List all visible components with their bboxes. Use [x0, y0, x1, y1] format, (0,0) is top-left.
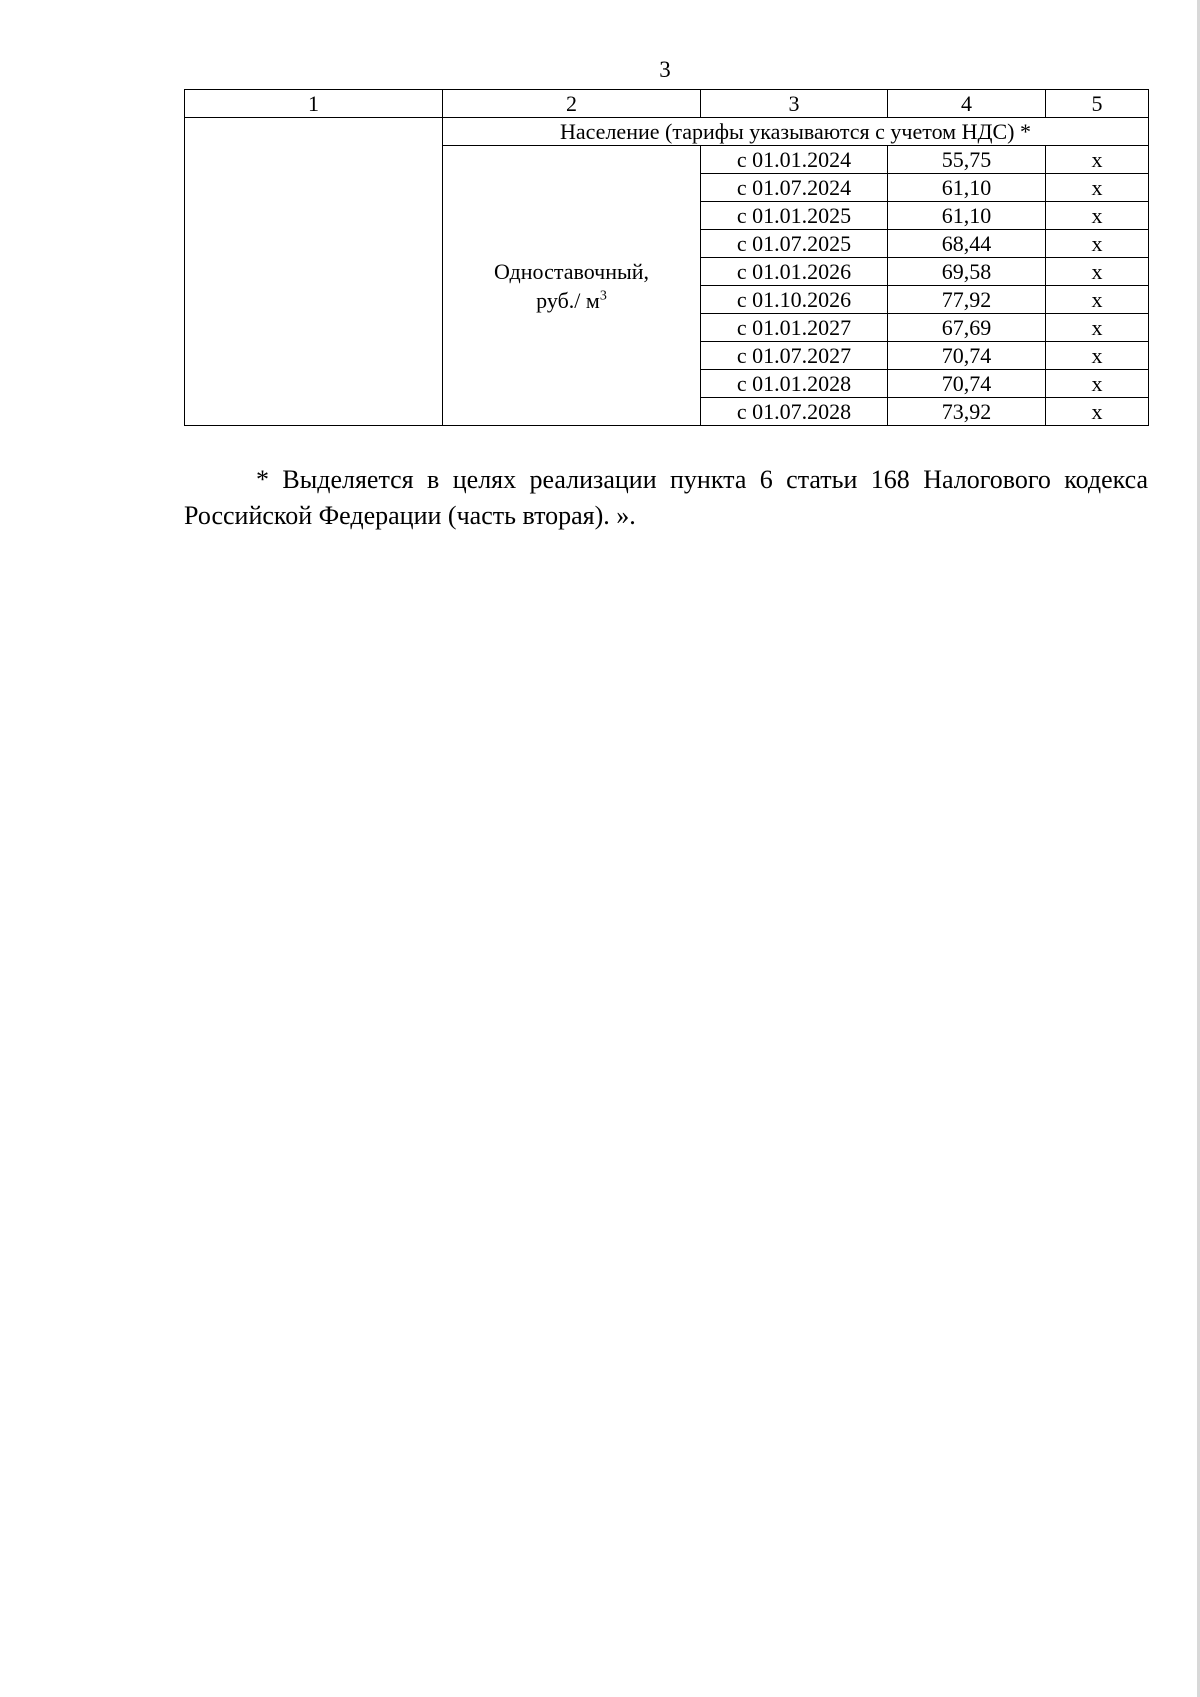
empty-first-column-cell — [185, 118, 443, 426]
tariff-type-line1: Одноставочный, — [493, 258, 650, 284]
tariff-value-cell: 77,92 — [888, 286, 1046, 314]
period-cell: с 01.07.2025 — [701, 230, 888, 258]
period-cell: с 01.01.2025 — [701, 202, 888, 230]
mark-cell: х — [1046, 146, 1149, 174]
period-cell: с 01.10.2026 — [701, 286, 888, 314]
tariff-value-cell: 55,75 — [888, 146, 1046, 174]
tariff-value-cell: 69,58 — [888, 258, 1046, 286]
column-number-1: 1 — [185, 90, 443, 118]
tariff-value-cell: 70,74 — [888, 342, 1046, 370]
mark-cell: х — [1046, 286, 1149, 314]
column-number-3: 3 — [701, 90, 888, 118]
column-number-row — [185, 90, 1149, 118]
section-header-row — [185, 118, 1149, 146]
tariff-value-cell: 73,92 — [888, 398, 1046, 426]
period-cell: с 01.07.2027 — [701, 342, 888, 370]
period-cell: с 01.01.2027 — [701, 314, 888, 342]
tariff-value-cell: 68,44 — [888, 230, 1046, 258]
page-number: 3 — [659, 57, 671, 82]
period-cell: с 01.01.2024 — [701, 146, 888, 174]
mark-cell: х — [1046, 398, 1149, 426]
tariff-type-cell — [443, 146, 701, 426]
mark-cell: х — [1046, 342, 1149, 370]
mark-cell: х — [1046, 230, 1149, 258]
mark-cell: х — [1046, 370, 1149, 398]
section-header: Население (тарифы указываются с учетом НДС) * — [443, 118, 1149, 146]
footnote: * Выделяется в целях реализации пункта 6 статьи 168 Налогового кодекса Российской Федерации (часть вторая). ». — [184, 465, 1148, 530]
mark-cell: х — [1046, 202, 1149, 230]
column-number-2: 2 — [443, 90, 701, 118]
period-cell: с 01.07.2024 — [701, 174, 888, 202]
period-cell: с 01.01.2026 — [701, 258, 888, 286]
tariff-value-cell: 61,10 — [888, 174, 1046, 202]
tariff-table — [184, 89, 1149, 426]
column-number-4: 4 — [888, 90, 1046, 118]
tariff-type-unit-exponent: 3 — [599, 288, 607, 304]
period-cell: с 01.07.2028 — [701, 398, 888, 426]
column-number-5: 5 — [1046, 90, 1149, 118]
mark-cell: х — [1046, 258, 1149, 286]
mark-cell: х — [1046, 314, 1149, 342]
tariff-value-cell: 67,69 — [888, 314, 1046, 342]
period-cell: с 01.01.2028 — [701, 370, 888, 398]
tariff-type-unit: руб./ м — [536, 287, 600, 313]
tariff-value-cell: 70,74 — [888, 370, 1046, 398]
tariff-value-cell: 61,10 — [888, 202, 1046, 230]
mark-cell: х — [1046, 174, 1149, 202]
